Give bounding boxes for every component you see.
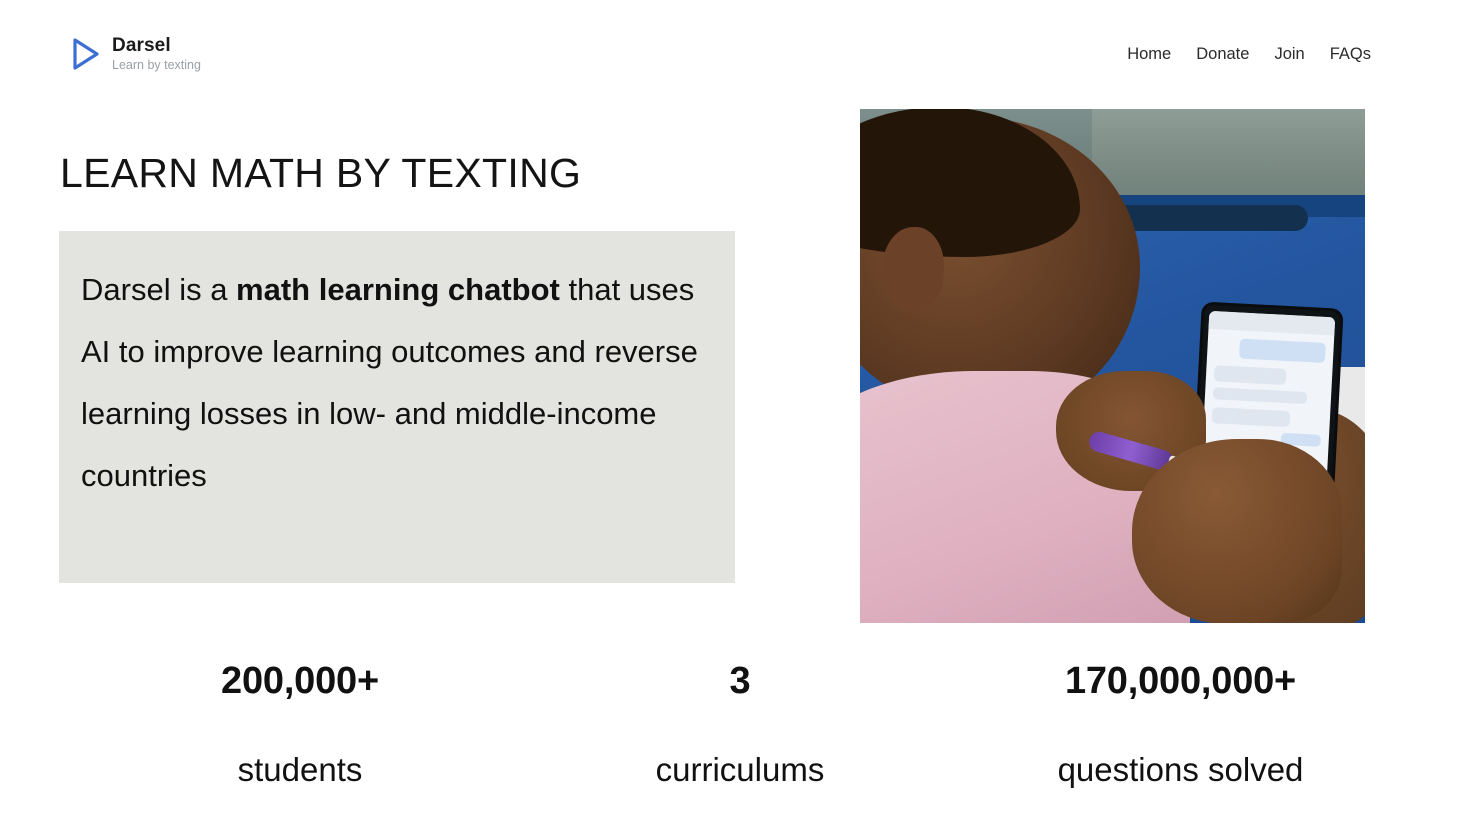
student-using-phone-photo (860, 109, 1365, 623)
hero-text-part1: Darsel is a (81, 272, 237, 307)
stat-curriculums-label: curriculums (655, 751, 825, 788)
site-header (0, 0, 1481, 108)
brand-tagline: Learn by texting (112, 57, 201, 72)
stat-students (0, 660, 600, 789)
page-title: LEARN MATH BY TEXTING (60, 150, 582, 196)
stat-questions-value: 170,000,000+ (1064, 660, 1297, 702)
nav-item-join[interactable]: Join (1274, 44, 1305, 63)
stat-curriculums (600, 660, 880, 789)
stats-row (0, 660, 1481, 789)
brand-name: Darsel (112, 34, 171, 56)
stat-questions (880, 660, 1481, 789)
stat-students-label: students (237, 751, 363, 788)
hero-text-bold: math learning chatbot (236, 272, 560, 307)
hero-text-part2: that uses AI to improve learning outcomes and reverse learning losses in low- and middle-income countries (81, 272, 698, 493)
hero-description-box (59, 231, 735, 583)
brand-logo[interactable] (70, 36, 201, 72)
stat-curriculums-value: 3 (729, 660, 751, 702)
nav-item-donate[interactable]: Donate (1196, 44, 1250, 63)
main-navigation (1127, 45, 1371, 64)
stat-questions-label: questions solved (1057, 751, 1304, 788)
nav-item-faqs[interactable]: FAQs (1329, 44, 1371, 63)
play-triangle-logo-icon (70, 37, 100, 71)
nav-item-home[interactable]: Home (1127, 44, 1172, 63)
hero-description-text (81, 259, 701, 507)
stat-students-value: 200,000+ (221, 660, 379, 702)
